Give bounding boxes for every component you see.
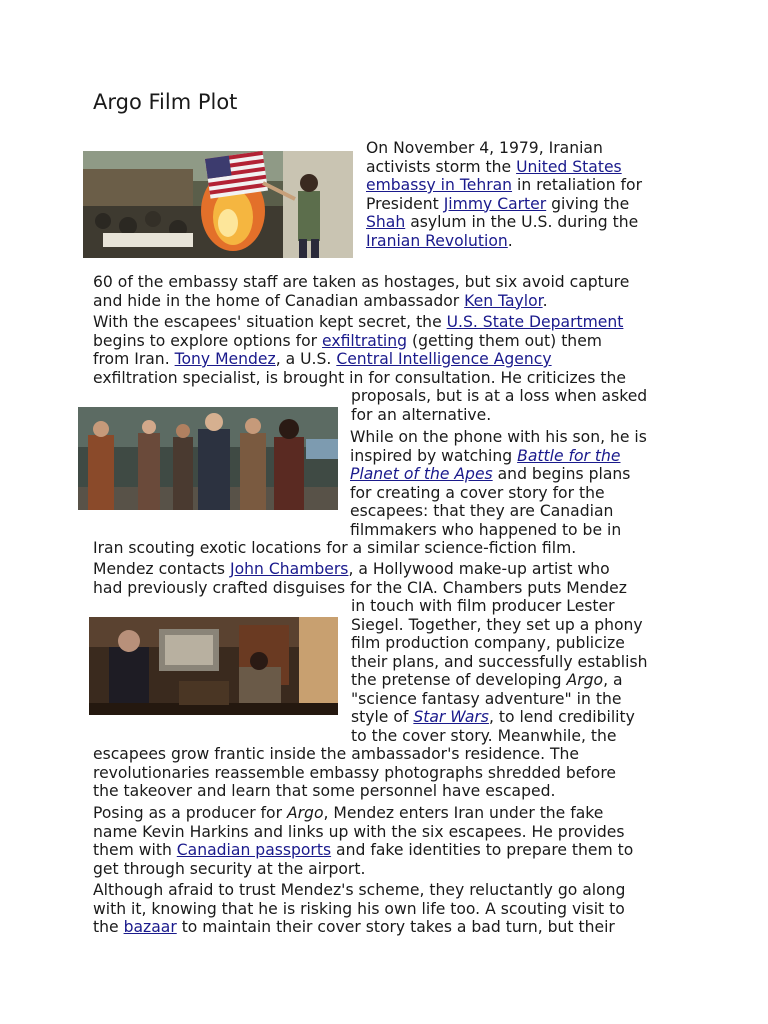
link-embassy-tehran[interactable]: embassy in Tehran xyxy=(366,176,513,194)
photo-office xyxy=(89,617,338,715)
link-iranian-revolution[interactable]: Iranian Revolution xyxy=(366,231,508,250)
page-title: Argo Film Plot xyxy=(93,90,238,114)
link-bazaar[interactable]: bazaar xyxy=(123,918,177,936)
link-canadian-passports[interactable]: Canadian passports xyxy=(176,841,332,859)
link-cia[interactable]: Central Intelligence Agency xyxy=(336,350,552,368)
paragraph-hostages: 60 of the embassy staff are taken as hostages, but six avoid capture and hide in the home of Canadian ambassador Ken Taylor. xyxy=(93,273,630,310)
link-ken-taylor[interactable]: Ken Taylor xyxy=(464,291,543,310)
link-tony-mendez[interactable]: Tony Mendez xyxy=(174,350,276,368)
group-street-image xyxy=(78,407,338,510)
paragraph-bazaar: Although afraid to trust Mendez's scheme, they reluctantly go along with it, knowing that he is risking his own life too. A scouting visit to the bazaar to maintain their cover story takes a bad turn, but their xyxy=(93,881,626,936)
photo-group-street xyxy=(78,407,338,510)
link-star-wars[interactable]: Star Wars xyxy=(413,708,489,726)
link-united-states[interactable]: United States xyxy=(516,157,622,176)
burning-flag-image xyxy=(83,151,353,258)
paragraph-planet-of-apes: While on the phone with his son, he is inspired by watching Battle for the Planet of the Apes and begins plans for creating a cover story for the escapees: that they are Canadian filmmakers who happened to be in Iran scouting exotic locations for a similar science-fiction film. xyxy=(93,428,647,557)
link-state-department[interactable]: U.S. State Department xyxy=(446,313,624,331)
link-battle-planet-apes[interactable]: Battle for the xyxy=(517,446,621,465)
paragraph-john-chambers: Mendez contacts John Chambers, a Hollywood make-up artist who had previously crafted disguises for the CIA. Chambers puts Mendez in touch with film producer Lester Siegel. Together, they set up a phony film production company, publicize their plans, and successfully establish the pretense of developing Argo, a "science fantasy adventure" in the style of Star Wars, to lend credibility to the cover story. Meanwhile, the escapees grow frantic inside the ambassador's residence. The revolutionaries reassemble embassy photographs shredded before the takeover and learn that some personnel have escaped. xyxy=(93,560,648,800)
link-john-chambers[interactable]: John Chambers xyxy=(230,560,349,578)
link-jimmy-carter[interactable]: Jimmy Carter xyxy=(443,194,547,213)
link-shah[interactable]: Shah xyxy=(366,213,406,231)
paragraph-passports: Posing as a producer for Argo, Mendez enters Iran under the fake name Kevin Harkins and links up with the six escapees. He provides them with Canadian passports and fake identities to prepare them to get through security at the airport. xyxy=(93,804,634,878)
office-image xyxy=(89,617,338,715)
paragraph-state-department: With the escapees' situation kept secret, the U.S. State Department begins to explore options for exfiltrating (getting them out) them from Iran. Tony Mendez, a U.S. Central Intelligence Agency exfiltration specialist, is brought in for consultation. He criticizes the proposals, but is at a loss when asked for an alternative. xyxy=(93,313,648,424)
link-exfiltrating[interactable]: exfiltrating xyxy=(322,331,408,350)
paragraph-intro: On November 4, 1979, Iranian activists storm the United States embassy in Tehran in retaliation for President Jimmy Carter giving the Shah asylum in the U.S. during the Iranian Revolution. xyxy=(366,139,642,250)
link-planet-of-the-apes[interactable]: Planet of the Apes xyxy=(350,465,493,483)
photo-burning-flag xyxy=(83,151,353,258)
